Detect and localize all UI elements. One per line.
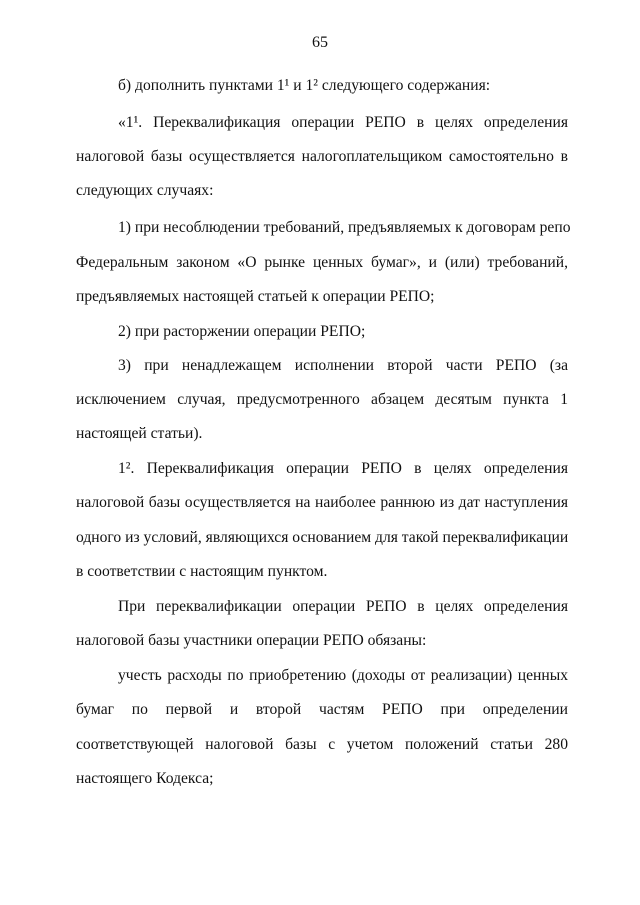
paragraph-line: следующих случаях: <box>76 182 214 199</box>
paragraph-line: в соответствии с настоящим пунктом. <box>76 563 328 580</box>
paragraph-line: «1¹. Переквалификация операции РЕПО в целях определения <box>118 114 568 131</box>
paragraph-line: налоговой базы осуществляется на наиболее раннюю из дат наступления <box>76 494 568 511</box>
paragraph-line: одного из условий, являющихся основанием для такой переквалификации <box>76 529 569 546</box>
paragraph-line: налоговой базы участники операции РЕПО обязаны: <box>76 632 427 649</box>
paragraph-line: соответствующей налоговой базы с учетом положений статьи 280 <box>76 736 568 753</box>
paragraph-line: б) дополнить пунктами 1¹ и 1² следующего содержания: <box>118 77 491 94</box>
paragraph-line: налоговой базы осуществляется налогоплательщиком самостоятельно в <box>76 148 568 165</box>
paragraph-line: настоящего Кодекса; <box>76 770 214 787</box>
paragraph-line: При переквалификации операции РЕПО в целях определения <box>118 598 568 615</box>
paragraph-line: учесть расходы по приобретению (доходы от реализации) ценных <box>118 667 568 684</box>
paragraph-line: Федеральным законом «О рынке ценных бумаг», и (или) требований, <box>76 254 568 271</box>
paragraph-line: бумаг по первой и второй частям РЕПО при определении <box>76 701 568 718</box>
paragraph-line: настоящей статьи). <box>76 425 203 442</box>
page-number: 65 <box>312 34 328 51</box>
paragraph-line: 1) при несоблюдении требований, предъявляемых к договорам репо <box>118 219 571 236</box>
paragraph-line: исключением случая, предусмотренного абзацем десятым пункта 1 <box>76 391 568 408</box>
paragraph-line: предъявляемых настоящей статьей к операции РЕПО; <box>76 288 435 305</box>
paragraph-line: 3) при ненадлежащем исполнении второй части РЕПО (за <box>118 357 568 374</box>
paragraph-line: 2) при расторжении операции РЕПО; <box>118 323 366 340</box>
paragraph-line: 1². Переквалификация операции РЕПО в целях определения <box>118 460 568 477</box>
